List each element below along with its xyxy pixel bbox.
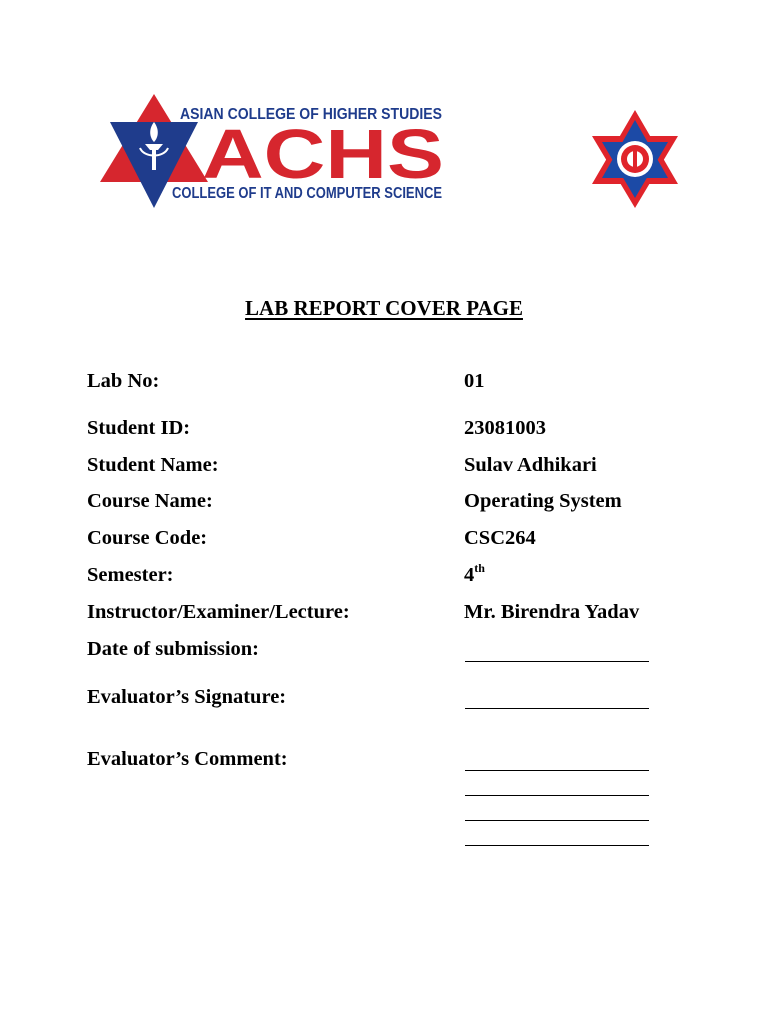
comment-blank-line xyxy=(465,770,649,771)
field-label: Course Name: xyxy=(87,490,213,512)
comment-blank-line xyxy=(465,795,649,796)
field-label: Instructor/Examiner/Lecture: xyxy=(87,601,350,623)
field-value: Operating System xyxy=(464,490,622,512)
field-course-name xyxy=(87,490,687,518)
semester-suffix: th xyxy=(474,561,485,575)
field-student-id xyxy=(87,417,687,445)
field-value: CSC264 xyxy=(464,527,536,549)
achs-line2: COLLEGE OF IT AND COMPUTER SCIENCE xyxy=(172,185,443,202)
field-label: Evaluator’s Signature: xyxy=(87,686,287,708)
field-label: Course Code: xyxy=(87,527,208,549)
field-label: Lab No: xyxy=(87,370,160,392)
page-title xyxy=(0,296,768,321)
date-of-submission-blank-line xyxy=(465,661,649,662)
field-value: Mr. Birendra Yadav xyxy=(464,601,640,623)
field-course-code xyxy=(87,527,687,555)
page-title-text: LAB REPORT COVER PAGE xyxy=(245,296,523,320)
field-label: Student ID: xyxy=(87,417,191,439)
field-label: Date of submission: xyxy=(87,638,259,660)
signature-blank-line xyxy=(465,708,649,709)
comment-blank-line xyxy=(465,820,649,821)
comment-blank-line xyxy=(465,845,649,846)
field-lab-no xyxy=(87,370,687,398)
field-label: Semester: xyxy=(87,564,174,586)
field-value: 01 xyxy=(464,370,485,392)
achs-acronym: ACHS xyxy=(202,115,444,193)
field-evaluator-comment xyxy=(87,748,687,776)
field-label: Student Name: xyxy=(87,454,219,476)
semester-number: 4 xyxy=(464,564,475,586)
field-value: Sulav Adhikari xyxy=(464,454,597,476)
achs-logo xyxy=(98,92,448,212)
field-semester xyxy=(87,561,687,592)
tribhuvan-university-seal-icon xyxy=(588,108,682,210)
field-value: 23081003 xyxy=(464,417,546,439)
field-student-name xyxy=(87,454,687,482)
field-instructor xyxy=(87,601,687,629)
field-evaluator-signature xyxy=(87,686,687,714)
field-value xyxy=(464,561,485,587)
field-label: Evaluator’s Comment: xyxy=(87,748,288,770)
achs-line1: ASIAN COLLEGE OF HIGHER STUDIES xyxy=(180,106,443,123)
